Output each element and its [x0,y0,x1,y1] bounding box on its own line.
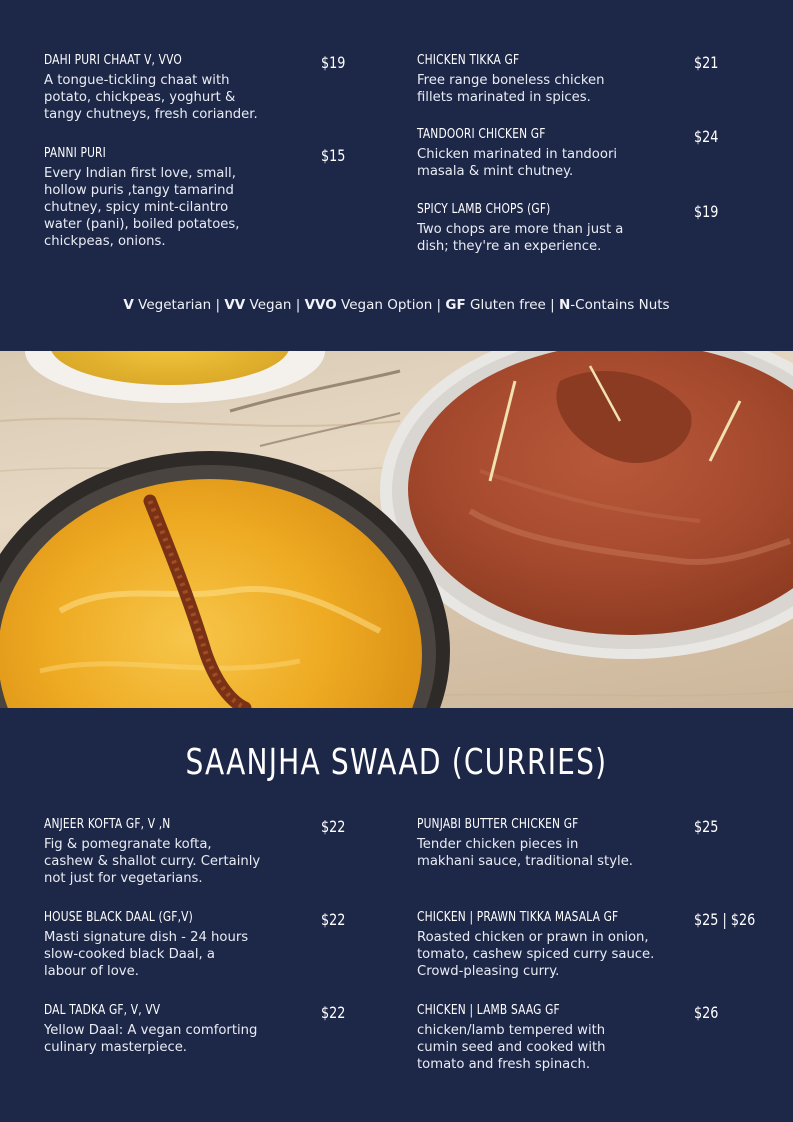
item-name: ANJEER KOFTA GF, V ,N [44,817,171,832]
item-name: DAHI PURI CHAAT V, VVO [44,53,182,68]
item-description: Roasted chicken or prawn in onion, tomato, cashew spiced curry sauce. Crowd-pleasing curry. [417,930,655,979]
item-name: DAL TADKA GF, V, VV [44,1003,161,1018]
item-description: Yellow Daal: A vegan comforting culinary masterpiece. [44,1023,258,1055]
item-description: Free range boneless chicken fillets marinated in spices. [417,73,605,105]
legend-text-gluten-free: Gluten free | [465,297,559,313]
legend-text-vegetarian: Vegetarian | [133,297,225,313]
dietary-legend [0,297,793,313]
section-title-curries [0,742,793,783]
section-title-text: SAANJHA SWAAD (CURRIES) [185,742,608,783]
curry-bowls-illustration [0,351,793,708]
legend-code-nuts: N [558,297,571,313]
legend-code-vegan: VV [224,297,246,313]
legend-code-vegan-option: VVO [304,297,337,313]
item-description: A tongue-tickling chaat with potato, chickpeas, yoghurt & tangy chutneys, fresh coriander. [44,73,258,122]
item-name: HOUSE BLACK DAAL (GF,V) [44,910,193,925]
item-description: chicken/lamb tempered with cumin seed and cooked with tomato and fresh spinach. [417,1023,606,1072]
item-price: $24 [694,127,719,146]
item-price: $22 [321,817,346,836]
item-name: PANNI PURI [44,146,106,161]
legend-code-vegetarian: V [123,297,134,313]
item-price: $15 [321,146,346,165]
item-name: PUNJABI BUTTER CHICKEN GF [417,817,579,832]
item-name: CHICKEN | LAMB SAAG GF [417,1003,560,1018]
item-name: TANDOORI CHICKEN GF [417,127,546,142]
item-description: Two chops are more than just a dish; they're an experience. [417,222,624,254]
item-name: SPICY LAMB CHOPS (GF) [417,202,551,217]
item-description: Masti signature dish - 24 hours slow-cooked black Daal, a labour of love. [44,930,249,979]
item-name: CHICKEN TIKKA GF [417,53,520,68]
legend-text-nuts: -Contains Nuts [570,297,670,313]
item-description: Every Indian first love, small, hollow puris ,tangy tamarind chutney, spicy mint-cilantro water (pani), boiled potatoes, chickpeas, onions. [44,166,240,249]
item-price: $19 [321,53,346,72]
item-price: $22 [321,1003,346,1022]
item-price: $21 [694,53,719,72]
item-price: $19 [694,202,719,221]
item-description: Chicken marinated in tandoori masala & mint chutney. [417,147,618,179]
item-price: $25 | $26 [694,910,756,929]
item-price: $26 [694,1003,719,1022]
item-description: Fig & pomegranate kofta, cashew & shallot curry. Certainly not just for vegetarians. [44,837,261,886]
item-description: Tender chicken pieces in makhani sauce, traditional style. [417,837,633,869]
food-photo [0,351,793,708]
item-name: CHICKEN | PRAWN TIKKA MASALA GF [417,910,619,925]
item-price: $25 [694,817,719,836]
legend-text-vegan-option: Vegan Option | [336,297,446,313]
legend-text-vegan: Vegan | [245,297,305,313]
item-price: $22 [321,910,346,929]
legend-code-gluten-free: GF [445,297,466,313]
